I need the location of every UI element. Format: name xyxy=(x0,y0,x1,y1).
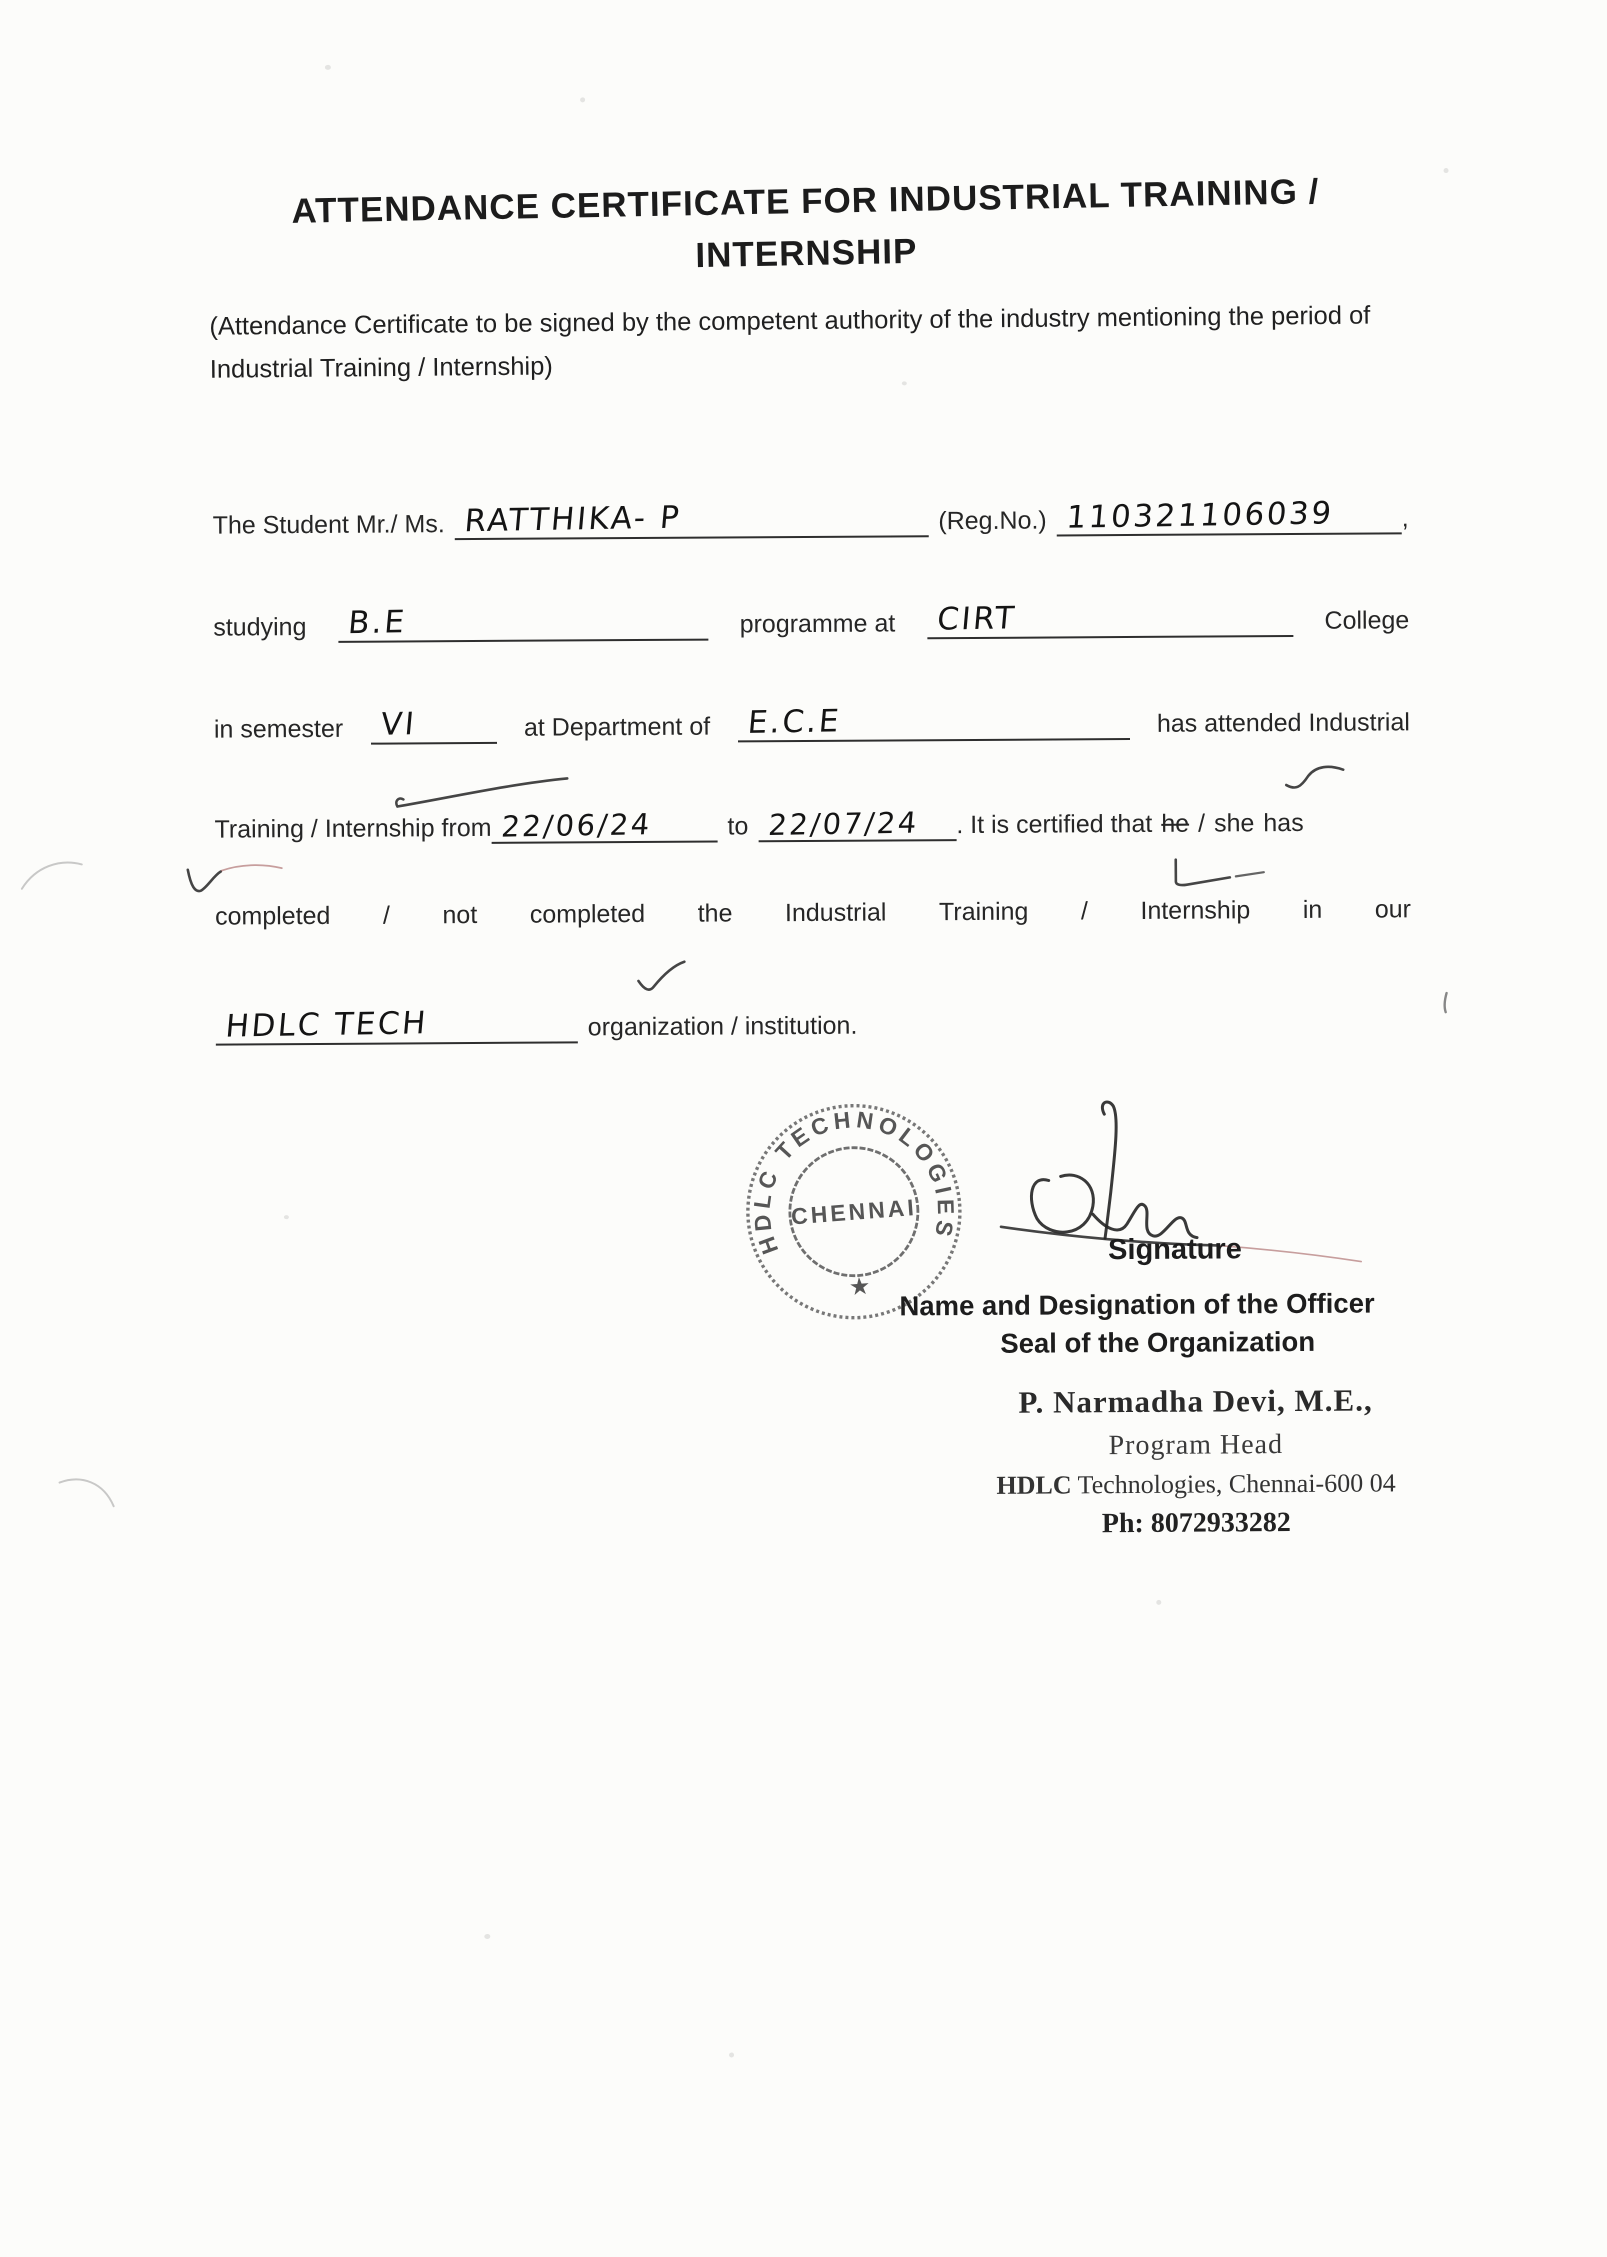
scan-artifact-curve-bottom-left xyxy=(55,1472,125,1522)
certificate-subtitle: (Attendance Certificate to be signed by the competent authority of the industry mentioning the period of Industrial Training / Internship) xyxy=(209,301,1371,384)
title-line-1: ATTENDANCE CERTIFICATE FOR INDUSTRIAL TRAINING / xyxy=(291,172,1320,231)
handwritten-date-to: 22/07/24 xyxy=(766,805,921,842)
scan-speck xyxy=(1156,1600,1161,1605)
seal-of-organization-label: Seal of the Organization xyxy=(1000,1325,1316,1359)
word-completed-2: completed xyxy=(529,899,646,929)
word-has: has xyxy=(1263,808,1304,837)
form-row-student xyxy=(213,488,1409,541)
trailing-comma: , xyxy=(1401,504,1409,533)
certificate-title xyxy=(200,164,1412,291)
label-in-semester: in semester xyxy=(213,714,344,744)
label-has-attended: has attended Industrial xyxy=(1156,708,1410,738)
word-not: not xyxy=(442,900,478,930)
label-organization: organization / institution. xyxy=(587,1011,858,1042)
form-row-organization xyxy=(216,992,1412,1045)
field-student-name xyxy=(455,491,929,540)
label-to: to xyxy=(727,812,749,841)
pen-check-over-completed xyxy=(178,861,298,904)
signature-label: Signature xyxy=(1108,1233,1242,1267)
word-the: the xyxy=(697,899,733,928)
label-at-department: at Department of xyxy=(523,712,711,742)
scan-speck xyxy=(484,1934,490,1939)
title-line-2: INTERNSHIP xyxy=(695,231,918,276)
word-training: Training xyxy=(938,897,1029,927)
handwritten-college: CIRT xyxy=(935,600,1018,639)
word-our: our xyxy=(1374,895,1412,924)
field-programme xyxy=(338,595,708,643)
label-student: The Student Mr./ Ms. xyxy=(212,509,445,540)
handwritten-student-name: RATTHIKA- P xyxy=(463,500,683,540)
label-studying: studying xyxy=(213,612,307,642)
handwritten-organization: HDLC TECH xyxy=(224,1005,430,1046)
field-department xyxy=(737,694,1129,742)
handwritten-reg-no: 110321106039 xyxy=(1064,495,1336,537)
scan-speck xyxy=(580,97,585,102)
word-in: in xyxy=(1302,895,1323,924)
word-internship: Internship xyxy=(1140,896,1251,925)
form-row-dates xyxy=(214,792,1410,845)
pen-lmark-over-internship xyxy=(1168,855,1278,892)
handwritten-date-from: 22/06/24 xyxy=(499,806,654,844)
scan-speck xyxy=(902,381,907,385)
officer-phone: Ph: 8072933282 xyxy=(1101,1507,1291,1540)
word-he-struck: he xyxy=(1161,809,1190,838)
word-industrial: Industrial xyxy=(784,898,887,928)
scan-speck xyxy=(284,1215,289,1219)
handwritten-department: E.C.E xyxy=(745,703,843,742)
form-row-programme xyxy=(213,590,1409,643)
scan-artifact-curve-left xyxy=(18,852,88,897)
officer-org-prefix: HDLC xyxy=(996,1470,1072,1500)
field-college xyxy=(927,591,1293,639)
scan-speck xyxy=(325,65,331,70)
stamp-star-icon: ★ xyxy=(847,1272,872,1302)
scan-artifact-tick-right xyxy=(1437,990,1457,1016)
label-college: College xyxy=(1324,606,1410,635)
word-completed: completed xyxy=(214,901,331,931)
field-reg-no xyxy=(1057,488,1402,536)
word-she: she xyxy=(1213,808,1255,838)
label-certified: . It is certified that xyxy=(956,809,1153,839)
label-regno: (Reg.No.) xyxy=(938,506,1047,535)
label-from: Training / Internship from xyxy=(214,813,492,844)
officer-title: Program Head xyxy=(1108,1429,1284,1462)
label-programme-at: programme at xyxy=(739,609,896,639)
word-slash-1: / xyxy=(382,901,391,930)
field-date-from xyxy=(491,797,717,844)
officer-organization xyxy=(978,1468,1413,1501)
handwritten-semester: VI xyxy=(378,706,418,744)
handwritten-programme: B.E xyxy=(346,604,408,642)
field-date-to xyxy=(758,795,956,842)
stamp-center-text: CHENNAI xyxy=(790,1193,918,1230)
pen-check-over-she xyxy=(1281,763,1351,795)
field-organization xyxy=(216,997,578,1045)
svg-text:HDLC TECHNOLOGIES xyxy=(741,1099,962,1259)
scan-speck xyxy=(729,2052,734,2057)
form-row-completed xyxy=(215,894,1411,933)
scan-speck xyxy=(1444,168,1449,173)
name-designation-label: Name and Designation of the Officer xyxy=(899,1287,1375,1322)
word-slash: / xyxy=(1197,809,1206,838)
form-row-semester xyxy=(214,692,1410,745)
officer-stamp-block xyxy=(978,1382,1414,1541)
field-semester xyxy=(370,698,496,745)
stamp-ring-text: HDLC TECHNOLOGIES xyxy=(748,1106,960,1258)
officer-name: P. Narmadha Devi, M.E., xyxy=(1018,1382,1373,1420)
word-slash-2: / xyxy=(1080,897,1088,926)
officer-org-rest: Technologies, Chennai-600 04 xyxy=(1077,1468,1396,1500)
